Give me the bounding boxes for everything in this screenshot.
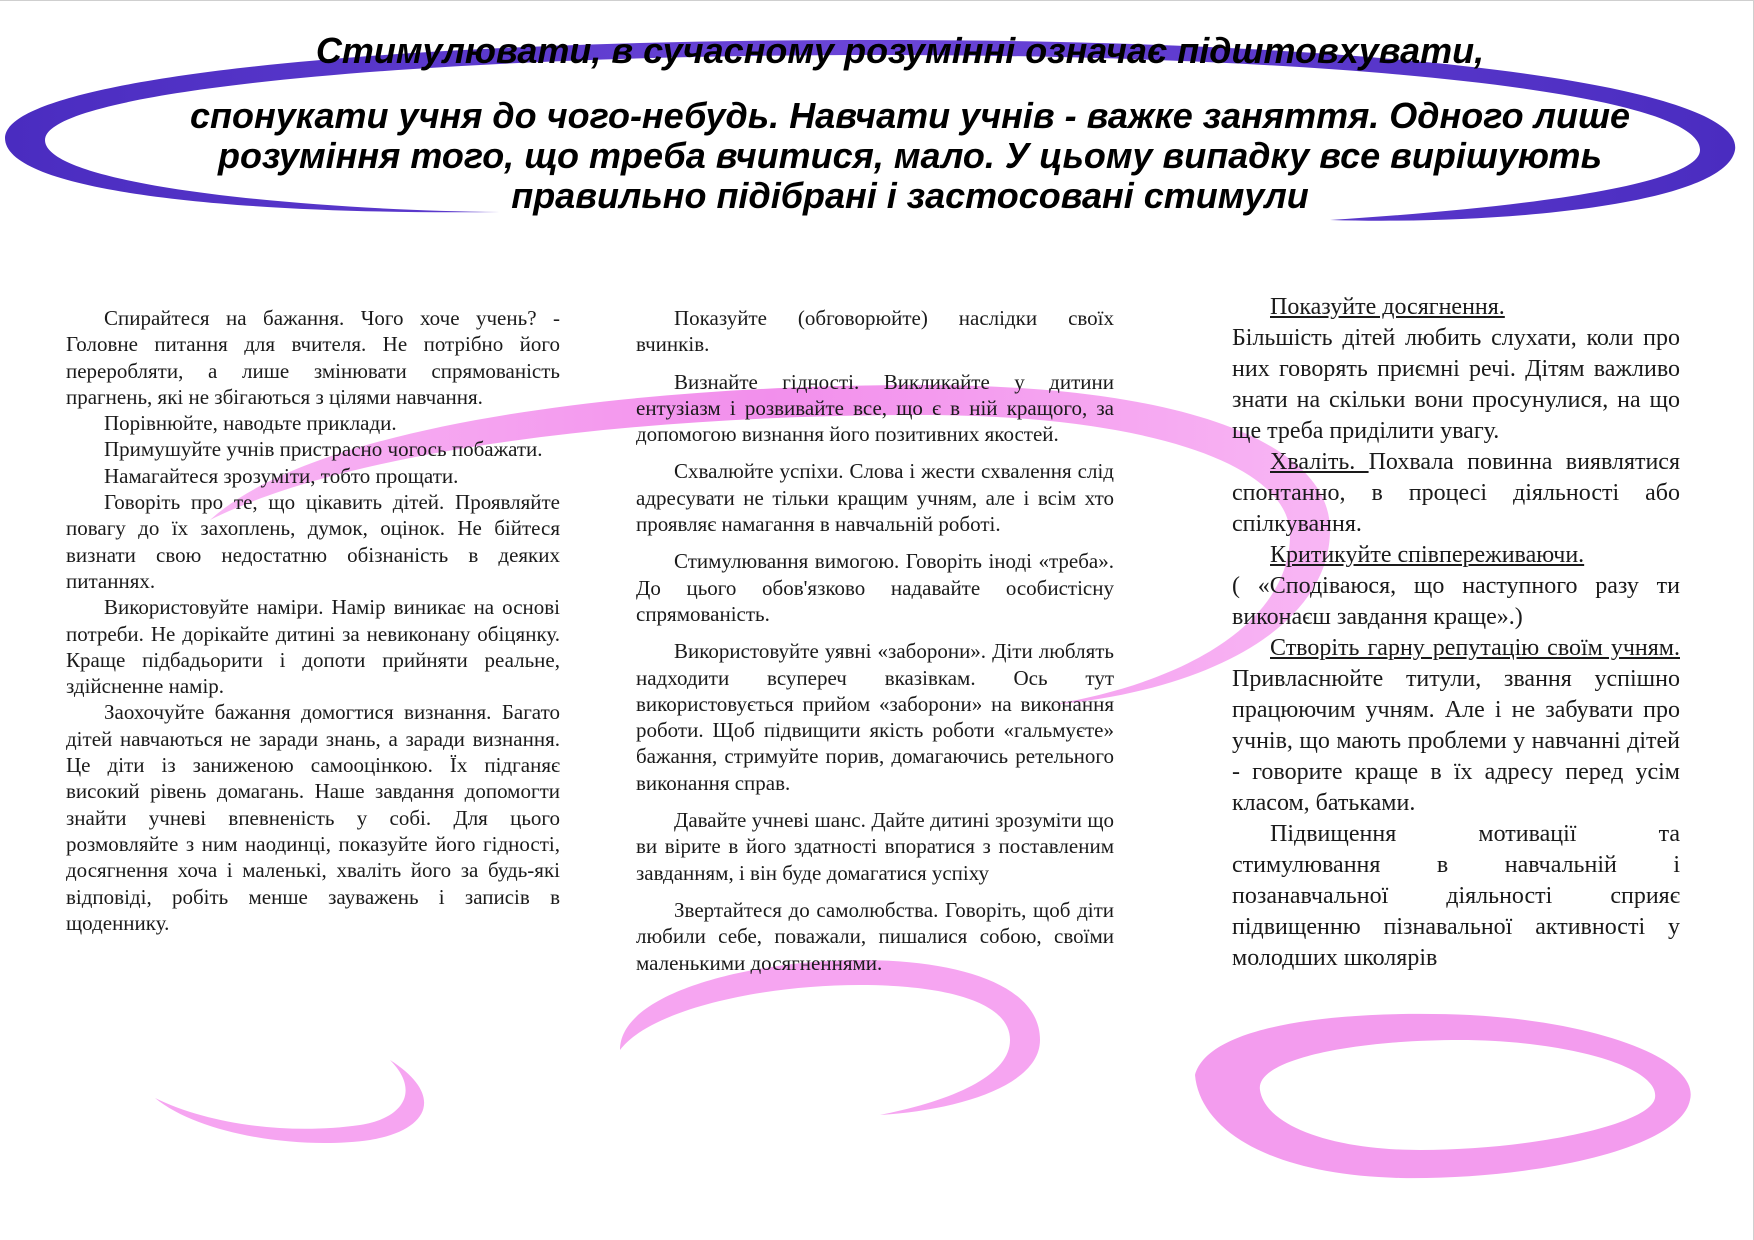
- paragraph: Використовуйте уявні «заборони». Діти люблять надходити всупереч вказівкам. Ось тут використовується прийом «заборони» на виконання роботи. Щоб підвищити якість роботи «гальмуєте» бажання, стримуйте порив, домагаючись ретельного виконання справ.: [636, 639, 1114, 795]
- paragraph: Схвалюйте успіхи. Слова і жести схвалення слід адресувати не тільки кращим учням, але і всім хто проявляє намагання в навчальній роботі.: [636, 459, 1114, 537]
- paragraph: Давайте учневі шанс. Дайте дитині зрозуміти що ви вірите в його здатності впоратися з поставленим завданням, і він буде домагатися успіху: [636, 808, 1114, 885]
- paragraph-praise: [1232, 447, 1680, 540]
- paragraph: Використовуйте наміри. Намір виникає на основі потреби. Не дорікайте дитині за невиконану обіцянку. Краще підбадьорити і допоти прийняти реальне, здійсненне намір.: [66, 595, 560, 699]
- text-praise: Похвала повинна виявлятися спонтанно, в процесі діяльності або спілкування.: [1232, 449, 1681, 537]
- paragraph: Стимулювання вимогою. Говоріть іноді «треба». До цього обов'язково надавайте особистісну спрямованість.: [636, 549, 1114, 626]
- text-reputation: Привласнюйте титули, звання успішно працюючим учням. Але і не забувати про учнів, що мають проблеми у навчанні дітей - говорите краще в їх адресу перед усім класом, батьками.: [1232, 666, 1680, 816]
- pink-swirl-bottom-left: [155, 1060, 424, 1143]
- title-line-2: спонукати учня до чого-небудь. Навчати учнів - важке заняття. Одного лише: [189, 95, 1631, 136]
- paragraph: Намагайтеся зрозуміти, тобто прощати.: [104, 463, 459, 488]
- title-line-4: правильно підібрані і застосовані стимули: [511, 175, 1309, 216]
- paragraph: Показуйте (обговорюйте) наслідки своїх вчинків.: [636, 306, 1114, 357]
- paragraph-conclusion: Підвищення мотивації та стимулювання в навчальній і позанавчальної діяльності сприяє підвищенню пізнавальної активності у молодших школярів: [1232, 821, 1680, 971]
- paragraph-achievements: [1232, 292, 1680, 447]
- paragraph: Звертайтеся до самолюбства. Говоріть, щоб діти любили себе, поважали, пишалися собою, своїми маленькими досягненнями.: [636, 897, 1114, 975]
- title-line-3: розуміння того, що треба вчитися, мало. У цьому випадку все вирішують: [218, 135, 1602, 176]
- paragraph: Примушуйте учнів пристрасно чогось побажати.: [104, 437, 543, 462]
- paragraph: Порівнюйте, наводьте приклади.: [104, 411, 397, 436]
- heading-show-achievements: Показуйте досягнення.: [1270, 294, 1505, 320]
- title-block: [120, 96, 1700, 216]
- paragraph: Заохочуйте бажання домогтися визнання. Багато дітей навчаються не заради знань, а заради визнання. Це діти із заниженою самооцінкою. Їх підганяє високий рівень домагань. Наше завдання допомогти знайти учневі впевненість у собі. Для цього розмовляйте з ним наодинці, показуйте його гідності, досягнення хоча і маленькі, хваліть його за будь-які відповіді, робіть менше зауважень і записів в щоденнику.: [66, 700, 560, 935]
- column-right: [1232, 292, 1680, 974]
- heading-criticize: Критикуйте співпереживаючи.: [1270, 542, 1585, 568]
- column-left: [66, 305, 560, 936]
- paragraph: Визнайте гідності. Викликайте у дитини ентузіазм і розвивайте все, що є в ній кращого, за допомогою визнання його позитивних якостей.: [636, 369, 1114, 447]
- paragraph-reputation: [1232, 633, 1680, 819]
- heading-reputation: Створіть гарну репутацію своїм учням.: [1270, 635, 1680, 661]
- paragraph-criticize: [1232, 540, 1680, 633]
- paragraph: Говоріть про те, що цікавить дітей. Проявляйте повагу до їх захоплень, думок, оцінок. Не бійтеся визнати свою недостатню обізнаність в деяких питаннях.: [66, 490, 560, 593]
- column-middle: [636, 305, 1114, 987]
- paragraph: Спирайтеся на бажання. Чого хоче учень? - Головне питання для вчителя. Не потрібно його переробляти, а лише змінювати спрямованість прагнень, які не збігаються з цілями навчання.: [66, 306, 560, 409]
- title-line-1: Стимулювати, в сучасному розумінні означає підштовхувати,: [315, 30, 1485, 71]
- text-criticize: ( «Сподіваюся, що наступного разу ти виконаєш завдання краще».): [1232, 573, 1680, 630]
- text-show-achievements: Більшість дітей любить слухати, коли про них говорять приємні речі. Дітям важливо знати на скільки вони просунулися, на що ще треба приділити увагу.: [1232, 325, 1680, 444]
- heading-praise: Хваліть.: [1270, 449, 1369, 475]
- pink-swirl-bottom-right: [1195, 1014, 1691, 1178]
